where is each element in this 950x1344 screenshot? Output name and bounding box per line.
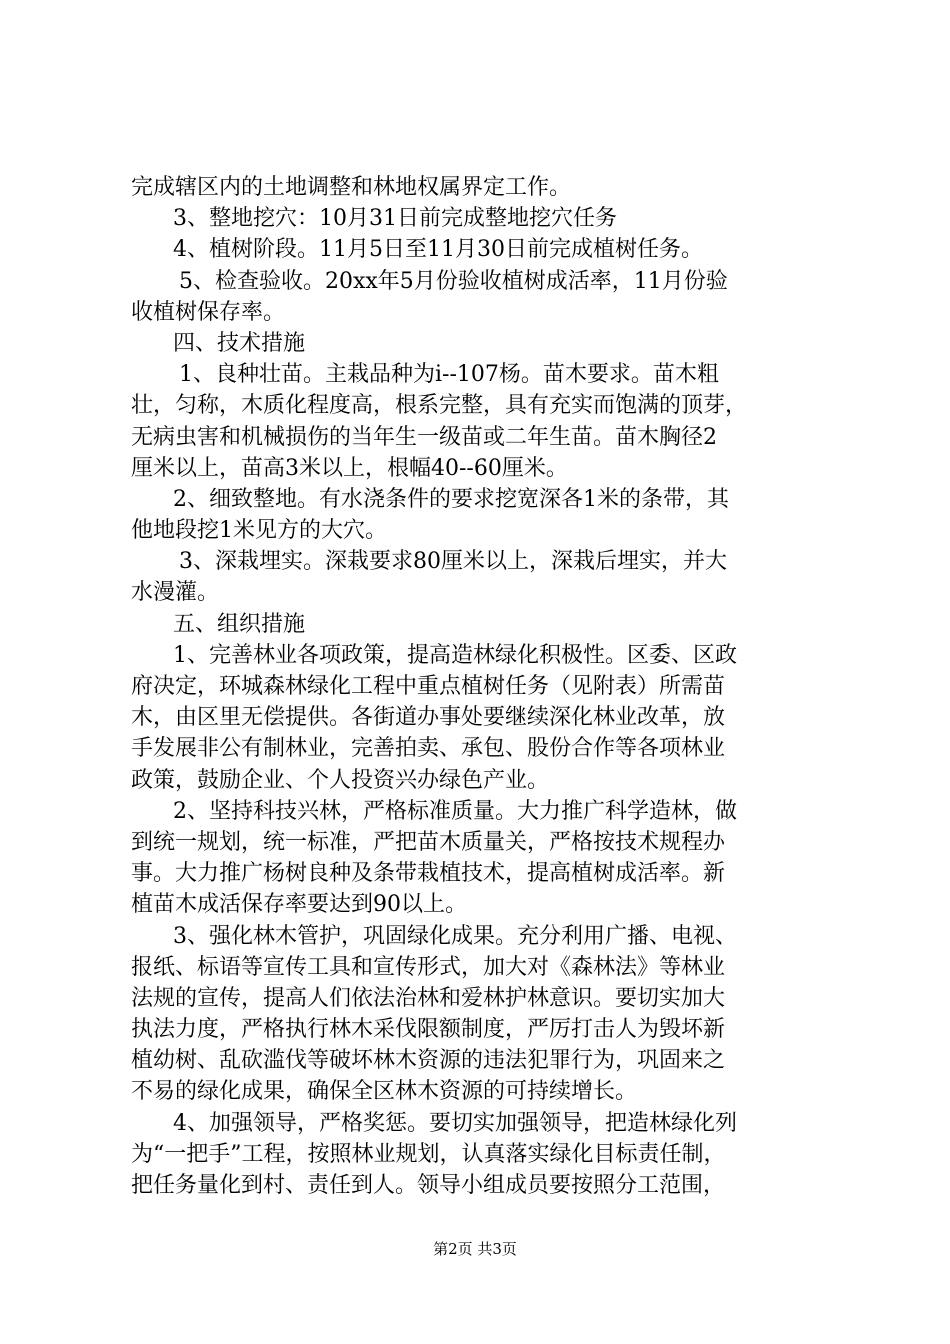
text-line: 植苗木成活保存率要达到90以上。 (131, 892, 467, 918)
text-line: 府决定，环城森林绿化工程中重点植树任务（见附表）所需苗 (131, 674, 726, 699)
text-line: 到统一规划，统一标准，严把苗木质量关，严格按技术规程办 (131, 829, 726, 855)
document-body (131, 172, 831, 1201)
text-line: 执法力度，严格执行林木采伐限额制度，严厉打击人为毁坏新 (131, 1017, 726, 1043)
text-line: 2、细致整地。有水浇条件的要求挖宽深各1米的条带，其 (173, 486, 729, 512)
section-heading: 五、组织措施 (173, 611, 306, 637)
text-line: 2、坚持科技兴林，严格标准质量。大力推广科学造林，做 (173, 798, 737, 824)
page-number: 第2页 共3页 (433, 1240, 517, 1258)
text-line: 他地段挖1米见方的大穴。 (131, 518, 387, 544)
text-line: 报纸、标语等宣传工具和宣传形式，加大对《森林法》等林业 (131, 954, 726, 980)
text-line: 木，由区里无偿提供。各街道办事处要继续深化林业改革，放 (131, 705, 726, 731)
text-line: 无病虫害和机械损伤的当年生一级苗或二年生苗。苗木胸径2 (131, 424, 717, 450)
text-line: 厘米以上，苗高3米以上，根幅40--60厘米。 (131, 455, 568, 481)
text-line: 5、检查验收。20xx年5月份验收植树成活率，11月份验 (179, 268, 728, 294)
text-line: 政策，鼓励企业、个人投资兴办绿色产业。 (131, 767, 550, 793)
text-line: 壮，匀称，木质化程度高，根系完整，具有充实而饱满的顶芽， (131, 393, 748, 419)
text-line: 法规的宣传，提高人们依法治林和爱林护林意识。要切实加大 (131, 985, 726, 1011)
text-line: 1、完善林业各项政策，提高造林绿化积极性。区委、区政 (173, 642, 737, 668)
text-line: 3、强化林木管护，巩固绿化成果。充分利用广播、电视、 (173, 923, 737, 949)
text-line: 收植树保存率。 (131, 299, 286, 325)
text-line: 植幼树、乱砍滥伐等破坏林木资源的违法犯罪行为，巩固来之 (131, 1048, 726, 1074)
text-line: 手发展非公有制林业，完善拍卖、承包、股份合作等各项林业 (131, 736, 726, 762)
section-heading: 四、技术措施 (173, 330, 306, 356)
text-line: 水漫灌。 (131, 580, 220, 606)
text-line: 4、植树阶段。11月5日至11月30日前完成植树任务。 (173, 237, 703, 263)
text-line: 1、良种壮苗。主栽品种为i--107杨。苗木要求。苗木粗 (179, 362, 719, 388)
text-line: 4、加强领导，严格奖惩。要切实加强领导，把造林绿化列 (173, 1110, 737, 1136)
text-line: 3、整地挖穴：10月31日前完成整地挖穴任务 (173, 206, 617, 232)
text-line: 不易的绿化成果，确保全区林木资源的可持续增长。 (131, 1079, 638, 1105)
text-line: 完成辖区内的土地调整和林地权属界定工作。 (131, 175, 572, 200)
text-line: 事。大力推广杨树良种及条带栽植技术，提高植树成活率。新 (131, 861, 726, 887)
text-line: 把任务量化到村、责任到人。领导小组成员要按照分工范围， (131, 1173, 726, 1198)
text-line: 为“一把手”工程，按照林业规划，认真落实绿化目标责任制， (131, 1141, 726, 1167)
text-line: 3、深栽埋实。深栽要求80厘米以上，深栽后埋实，并大 (179, 549, 727, 575)
